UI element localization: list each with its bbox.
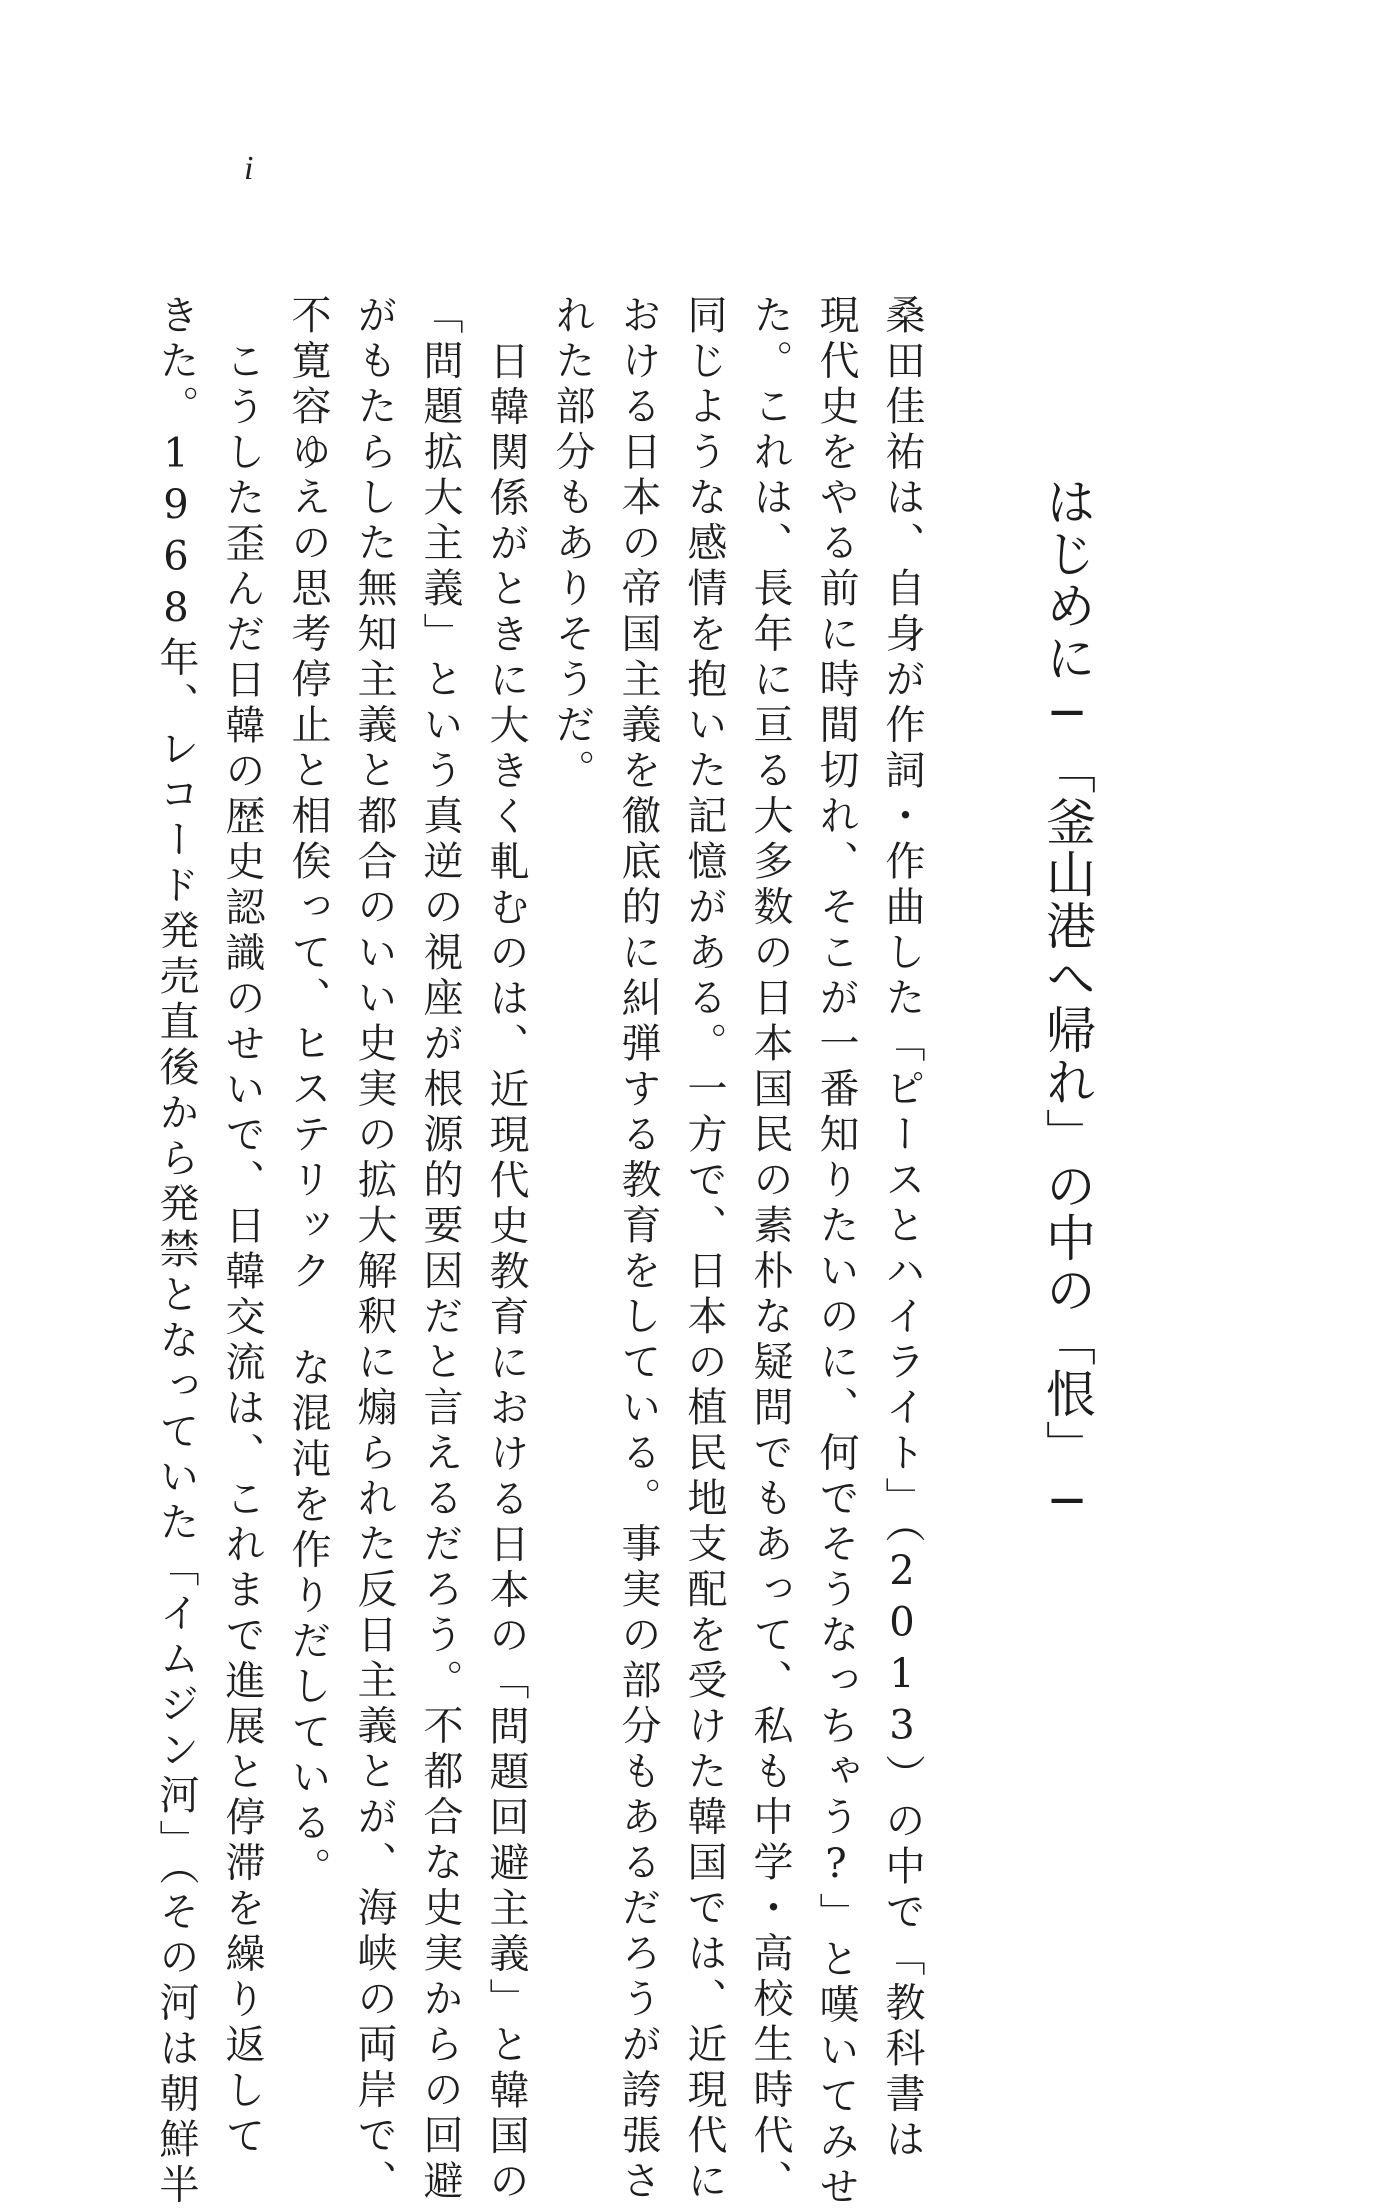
body-line-7: 日韓関係がときに大きく軋むのは、近現代史教育における日本の「問題回避主義」と韓国の: [483, 340, 529, 2206]
body-line-12: きた。1968年、レコード発売直後から発禁となっていた「イムジン河」（その河は朝鮮半: [153, 294, 199, 2209]
body-line-4: 同じような感情を抱いた記憶がある。一方で、日本の植民地支配を受けた韓国では、近現代に: [681, 294, 727, 2205]
body-line-2: 現代史をやる前に時間切れ、そこが一番知りたいのに、何でそうなっちゃう?」と嘆いてみせ: [813, 294, 859, 2211]
body-line-9: がもたらした無知主義と都合のいい史実の拡大解釈に煽られた反日主義とが、海峡の両岸で、: [351, 294, 397, 2205]
body-line-10: 不寛容ゆえの思考停止と相俟って、ヒステリック な混沌を作りだしている。: [285, 294, 331, 1893]
page-number: i: [244, 150, 254, 187]
body-line-1: 桑田佳祐は、自身が作詞・作曲した「ピースとハイライト」（2013）の中で「教科書は: [879, 294, 925, 2164]
body-line-5: おける日本の帝国主義を徹底的に糾弾する教育をしている。事実の部分もあるだろうが誇張さ: [615, 294, 661, 2205]
body-line-11: こうした歪んだ日韓の歴史認識のせいで、日韓交流は、これまで進展と停滞を繰り返して: [219, 340, 265, 2160]
chapter-heading: はじめに─「釜山港へ帰れ」の中の「恨」─: [1038, 476, 1096, 1532]
body-line-3: た。これは、長年に亘る大多数の日本国民の素朴な疑問でもあって、私も中学・高校生時代、: [747, 294, 793, 2205]
body-line-8: 「問題拡大主義」という真逆の視座が根源的要因だと言えるだろう。不都合な史実からの回避: [417, 294, 463, 2205]
body-line-6: れた部分もありそうだ。: [549, 294, 595, 795]
